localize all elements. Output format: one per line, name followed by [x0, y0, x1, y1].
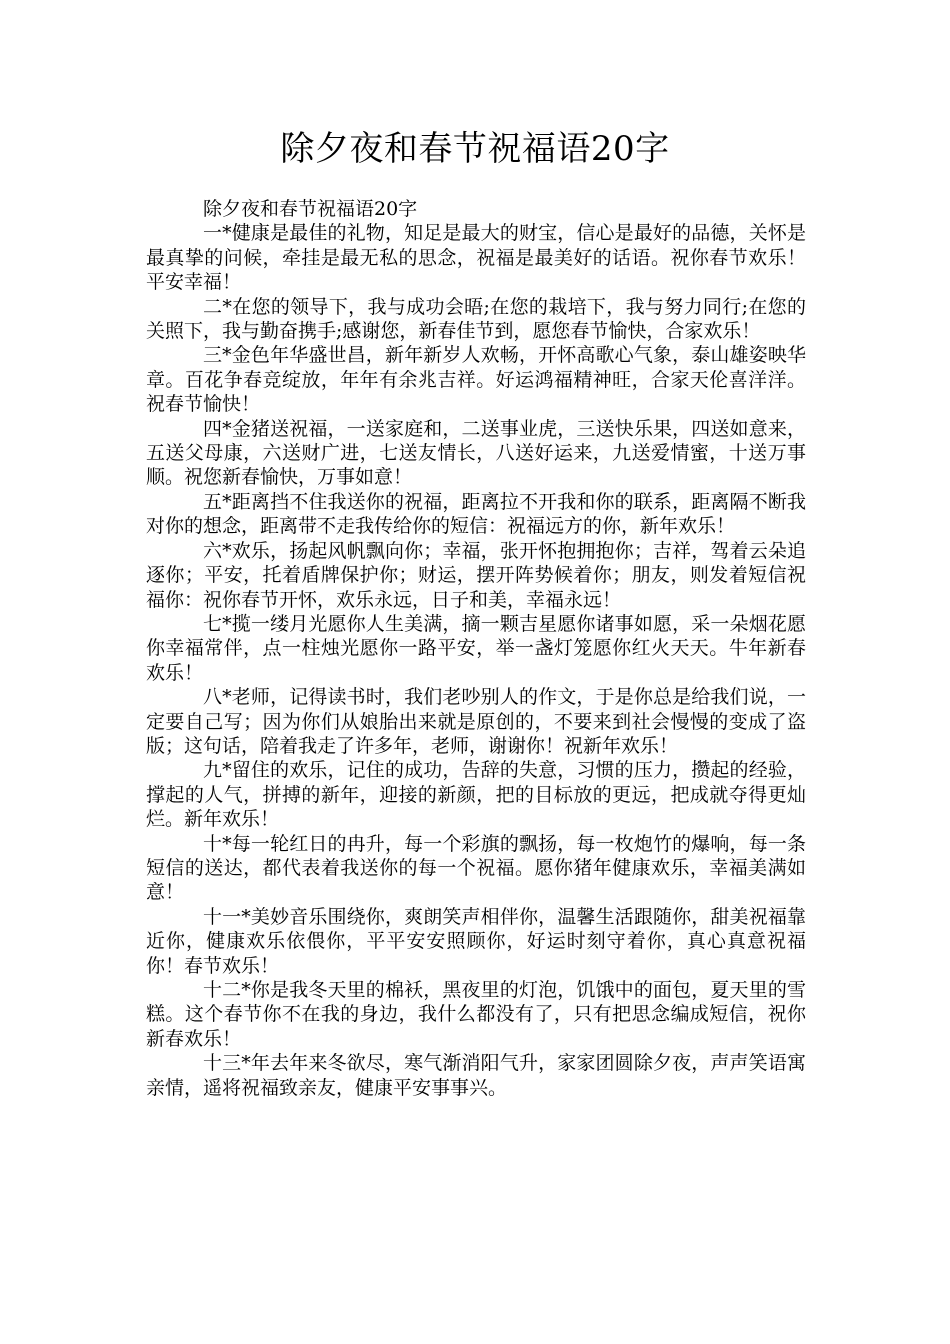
greeting-paragraph-10: 十*每一轮红日的冉升，每一个彩旗的飘扬，每一枚炮竹的爆响，每一条短信的送达，都代表着我送你的每一个祝福。愿你猪年健康欢乐，幸福美满如意！	[146, 832, 806, 904]
subtitle-paragraph: 除夕夜和春节祝福语20字	[203, 198, 418, 220]
greeting-paragraph-3: 三*金色年华盛世昌，新年新岁人欢畅，开怀高歌心气象，泰山雄姿映华章。百花争春竞绽放，年年有余兆吉祥。好运鸿福精神旺，合家天伦喜洋洋。祝春节愉快！	[146, 344, 806, 416]
greeting-paragraph-6: 六*欢乐，扬起风帆飘向你；幸福，张开怀抱拥抱你；吉祥，驾着云朵追逐你；平安，托着盾牌保护你；财运，摆开阵势候着你；朋友，则发着短信祝福你：祝你春节开怀，欢乐永远，日子和美，幸福永远！	[146, 539, 806, 611]
greeting-paragraph-13: 十三*年去年来冬欲尽，寒气渐消阳气升，家家团圆除夕夜，声声笑语寓亲情，遥将祝福致亲友，健康平安事事兴。	[146, 1052, 806, 1099]
greeting-paragraph-8: 八*老师，记得读书时，我们老吵别人的作文，于是你总是给我们说，一定要自己写；因为你们从娘胎出来就是原创的，不要来到社会慢慢的变成了盗版；这句话，陪着我走了许多年，老师，谢谢你！祝新年欢乐！	[146, 686, 806, 757]
greeting-paragraph-11: 十一*美妙音乐围绕你，爽朗笑声相伴你，温馨生活跟随你，甜美祝福靠近你，健康欢乐依偎你，平平安安照顾你，好运时刻守着你，真心真意祝福你！春节欢乐！	[146, 905, 806, 977]
greeting-paragraph-5: 五*距离挡不住我送你的祝福，距离拉不开我和你的联系，距离隔不断我对你的想念，距离带不走我传给你的短信：祝福远方的你，新年欢乐！	[146, 490, 806, 538]
greeting-paragraph-7: 七*揽一缕月光愿你人生美满，摘一颗吉星愿你诸事如愿，采一朵烟花愿你幸福常伴，点一柱烛光愿你一路平安，举一盏灯笼愿你红火天天。牛年新春欢乐！	[146, 612, 806, 684]
document-body	[146, 197, 806, 1100]
greeting-paragraph-9: 九*留住的欢乐，记住的成功，告辞的失意，习惯的压力，攒起的经验，撑起的人气，拼搏的新年，迎接的新颜，把的目标放的更远，把成就夺得更灿烂。新年欢乐！	[146, 759, 806, 831]
document-title: 除夕夜和春节祝福语20字	[280, 129, 670, 169]
greeting-paragraph-4: 四*金猪送祝福，一送家庭和，二送事业虎，三送快乐果，四送如意来，五送父母康，六送财广进，七送友情长，八送好运来，九送爱情蜜，十送万事顺。祝您新春愉快，万事如意！	[146, 417, 806, 489]
greeting-paragraph-2: 二*在您的领导下，我与成功会晤;在您的栽培下，我与努力同行;在您的关照下，我与勤奋携手;感谢您，新春佳节到，愿您春节愉快，合家欢乐！	[146, 295, 806, 343]
greeting-paragraph-12: 十二*你是我冬天里的棉袄，黑夜里的灯泡，饥饿中的面包，夏天里的雪糕。这个春节你不在我的身边，我什么都没有了，只有把思念编成短信，祝你新春欢乐！	[146, 979, 806, 1050]
greeting-paragraph-1: 一*健康是最佳的礼物，知足是最大的财宝，信心是最好的品德，关怀是最真挚的问候，牵挂是最无私的思念，祝福是最美好的话语。祝你春节欢乐！平安幸福！	[146, 222, 806, 294]
